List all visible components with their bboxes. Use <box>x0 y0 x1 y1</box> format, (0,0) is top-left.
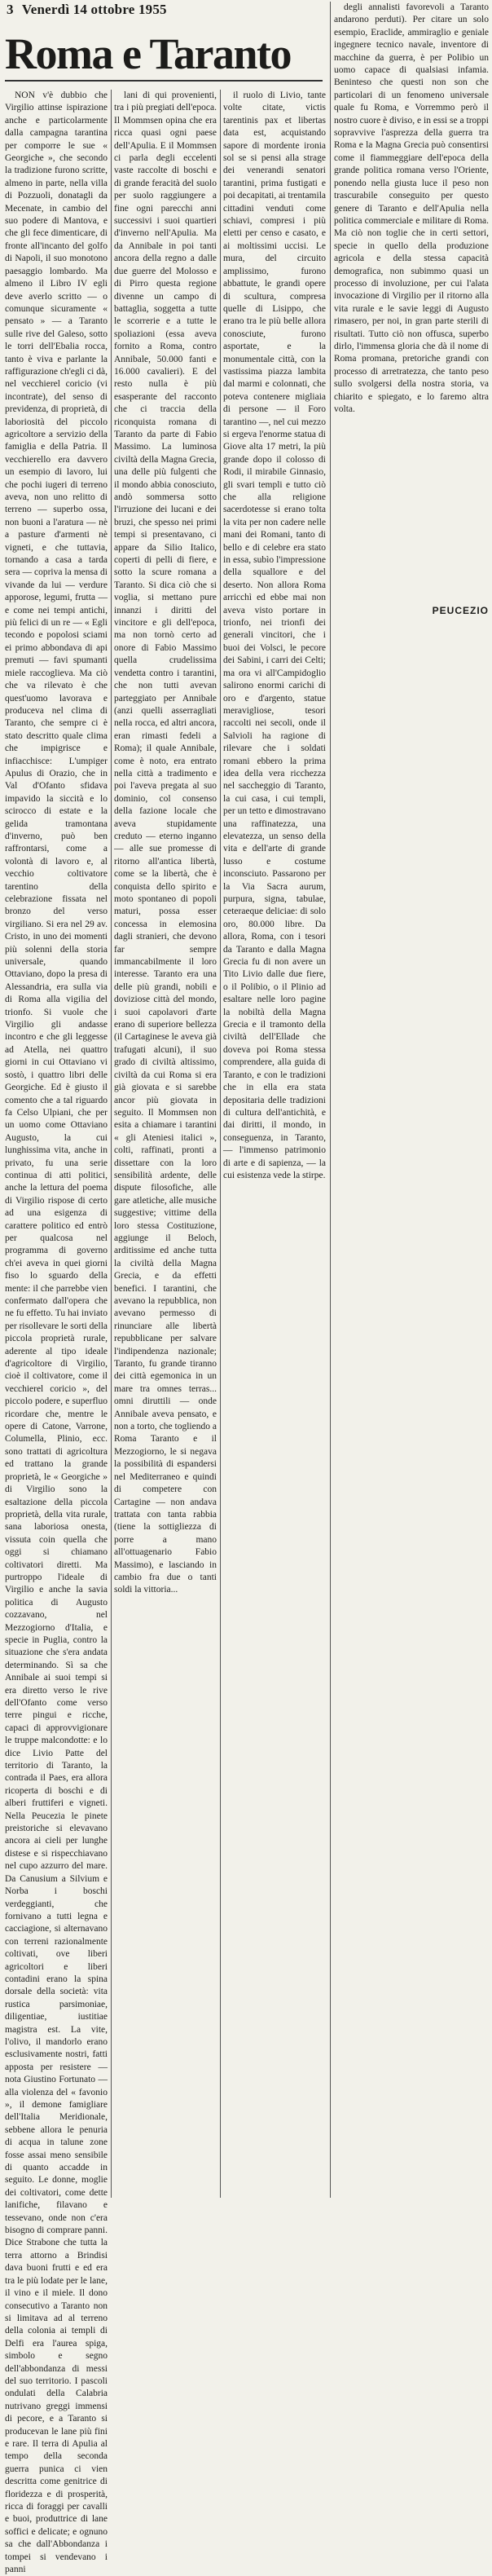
author-signature: PEUCEZIO <box>432 605 489 616</box>
page-number: 3 <box>7 2 14 17</box>
date-text: Venerdì 14 ottobre 1955 <box>21 2 167 17</box>
article-column-1 <box>5 90 108 2575</box>
column-divider <box>111 90 112 2198</box>
column-divider <box>220 90 221 2198</box>
column-divider <box>330 2 331 2198</box>
column-3-text: il ruolo di Livio, tante volte citate, victis tarentinis pax et libertas data est, acquistando sapore di mordente ironia sol se si pensi alla strage dei venerandi senatori tarantini, prima fustigati e poi decapitati, ai trentamila cittadini venduti come schiavi, compresi i più eletti per censo e casato, e ai moltissimi uccisi. Le mura, del circuito amplissimo, furono abbattute, le grandi opere di scultura, compresa quelle di Lisippo, che erano tra le più belle allora conosciute, furono asportate, e la monumentale città, con la vastissima piazza lambita dal marmi e colonnati, che poteva contenere migliaia di persone — il Foro tarantino —, nel cui mezzo si ergeva l'enorme statua di Giove alta 17 metri, la più grande dopo il colosso di Rodi, il mirabile Ginnasio, gli svari templi e tutto ciò che alla religione sacerdotesse si erano tolta la vita per non cadere nelle mani dei Romani, tanto di bello e di celebre era stato in essa, subìo l'impressione della squallore e del deserto. Non allora Roma arricchì ed ebbe mai non aveva visto portare in trionfo, nei trionfi dei generali vincitori, che i buoi dei Volsci, le pecore dei Sabini, i carri dei Celti; ma ora vi all'Campidoglio salirono enormi carichi di oro e d'argento, statue meravigliose, tesori raccolti nei secoli, onde il Salvioli ha ragione di rilevare che i soldati romani ebbero la prima idea della vera ricchezza nel saccheggio di Taranto, la cui casa, i cui templi, per un tetto e dimostravano una raffinatezza, una elevatezza, un senso della vita e dell'arte di grande lusso e costume inconsciuto. Passarono per la Via Sacra aurum, purpura, signa, tabulae, ceteraeque deliciae: di solo oro, 80.000 libre. Da allora, Roma, con i tesori da Taranto e dalla Magna Grecia fu di non avere un Tito Livio dalle due fiere, o il Polibio, o il Plinio ad esaltare nelle loro pagine la nobiltà della Magna Grecia e il tramonto della civiltà dell'Ellade che doveva poi Roma stessa comprendere, alla guida di Taranto, e con le tradizioni che in ella era stata depositaria delle tradizioni di cultura dell'antichità, e dai diritti, il mondo, in conseguenza, in Taranto, — l'immenso patrimonio di arte e di sapienza, — la cui esistenza vede la stirpe. <box>223 90 326 1180</box>
article-column-3 <box>223 90 326 2198</box>
article-column-2 <box>114 90 217 2198</box>
article-column-4 <box>334 2 489 602</box>
column-2-text: lani di qui provenienti, tra i più pregiati dell'epoca. Il Mommsen opina che era ricca quasi ogni paese dell'Apulia. E il Mommsen ci parla degli eccelenti vaste raccolte di boschi e di grande feracità del suolo per suolo raggiungere a fine ogni parecchi anni successivi i suoi quartieri d'inverno nell'Apulia. Ma da Annibale in poi tanti ancora della regno a dalle due guerre del Molosso e di Pirro questa regione divenne un campo di battaglia, soggetta a tutte le scorrerie e a tutte le spoliazioni (essa aveva fornito a Roma, contro Annibale, 50.000 fanti e 16.000 cavalieri). E del resto nulla è più esasperante del racconto che ci traccia della riconquista romana di Taranto da parte di Fabio Massimo. La luminosa civiltà della Magna Grecia, una delle più fulgenti che il mondo abbia conosciuto, andò sommersa sotto l'irruzione dei lucani e dei bruzi, che spesso nei primi tempi si presentavano, ci appare da Silio Italico, coperti di pelli di fiere, e sotto la scure romana a Taranto. Si dica ciò che si voglia, si mettano pure innanzi i diritti del vincitore e gli dell'epoca, ma non tornò certo ad onore di Fabio Massimo quella crudelissima vendetta contro i tarantini, che non tutti avevan parteggiato per Annibale (anzi quelli asserragliati nella rocca, ed altri ancora, eran rimasti fedeli a Roma); il quale Annibale, come è noto, era entrato nella città a tradimento e poi l'aveva pregata al suo dominio, col consenso della fazione locale che aveva stupidamente creduto — eterno inganno — alle sue promesse di ritorno all'antica libertà, come se la libertà, che è conquista dello spirito e moto spontaneo di popoli maturi, possa esser concessa in elemosina dagli stranieri, che devono far sempre immancabilmente il loro interesse. Taranto era una delle più grandi, nobili e doviziose città del mondo, i suoi capolavori d'arte erano di superiore bellezza (il Cartaginese le aveva già trafugati alcuni), il suo grado di civiltà altissimo, civiltà da cui Roma si era già giovata e si sarebbe ancor più giovata in seguito. Il Mommsen non esita a chiamare i tarantini « gli Ateniesi italici », colti, raffinati, pronti a dissettare con la loro sensibilità ardente, delle dispute filosofiche, alle gare atletiche, alle musiche suggestive; vittime della loro stessa Costituzione, aggiunge il Beloch, arditissime ed anche tutta la civiltà della Magna Grecia, e da effetti benefici. I tarantini, che avevano la repubblica, non avevano permesso di rinunciare alle libertà repubblicane per salvare l'indipendenza nazionale; Taranto, fu grande tiranno dei città egemonica in un mare tra omnes terras... omni diruttili — onde Annibale aveva pensato, e non a torto, che togliendo a Roma Taranto e il Mezzogiorno, le si negava la possibilità di espandersi nel Mediterraneo e quindi di competere con Cartagine — non andava trattata con tanta rabbia (tiene la sottigliezza di porre a mano all'ottuagenario Fabio Massimo), e lasciando in cambio fra due o tanti soldi la vittoria... <box>114 90 217 1595</box>
dateline <box>7 2 316 23</box>
column-4-text: degli annalisti favorevoli a Taranto andarono perduti). Per citare un solo esempio, Eraclide, ammiraglio e geniale ingegnere tecnico navale, inventore di macchine da guerra, è per Polibio un uomo capace di qualsiasi infamia. Beninteso che questi non son che particolari di un fenomeno universale quale fu Roma, e Vorremmo però il nostro cuore è diviso, e in essi se a troppi sopravvive l'asprezza della guerra tra Roma e la Magna Grecia può consentirsi come il fiammeggiare dell'epoca della grande politica romana verso l'Oriente, ponendo nella giusta luce il peso non trascurabile conseguito per questo genere di Taranto e dell'Apulia nella politica commerciale e militare di Roma. Ma ciò non toglie che in certi settori, specie in quello della produzione agricola e della stessa capacità demografica, non subimmo quasi un processo di involuzione, per cui l'alata invocazione di Virgilio per il ritorno alla vita rurale e le savie leggi di Augusto rimasero, per noi, in gran parte sterili di risultati. Tutto ciò non offusca, superbo dirlo, l'immensa gloria che dà il nome di Roma promana, pretoriche grandi con processo di arretratezza, che tanto peso sullo svolgersi della nostra storia, va chiarito e spiegato, e lo faremo altra volta. <box>334 2 489 414</box>
column-1-text: NON v'è dubbio che Virgilio attinse ispirazione anche e particolarmente dalla campagna tarantina per comporre le sue « Georgiche », che secondo la tradizione furono scritte, almeno in parte, nella villa di Pozzuoli, donatagli da Mecenate, in cambio del suo podere di Mantova, e che gli fece dimenticare, di fronte all'incanto del golfo di Napoli, il suo monotono paesaggio lombardo. Ma almeno il Libro IV egli deve averlo scritto — o comunque sicuramente « pensato » — a Taranto sulle rive del Galeso, sotto le torri dell'Ebalia rocca, tanto è viva e parlante la raffigurazione ch'egli ci dà, nel vecchierel coricio (vi incontrate), del senso di previdenza, di proprietà, di laboriosità del piccolo agricoltore a servizio della famiglia e della Patria. Il vecchierello era davvero un esempio di lavoro, lui che pochi iugeri di terreno aveva, non uno relitto di terreno — superbo ossa, non buoni a l'aratura — nè a pasture d'armenti nè vigneti, e che tuttavia, tornando a casa a tarda sera — copriva la mensa di vivande da lui — verdure apporose, legumi, frutta — e come nei tempi antichi, più felici di un re — « Egli tecondo e popolosi sciami ei primo abbondava di api premuti — favi spumanti miele raccoglieva. Ma ciò che va rilevato è che quest'uomo lavorava e produceva nel clima di Taranto, che sempre ci è stato descritto quale clima che impigrisce e infiacchisce: L'umpiger Apulus di Orazio, che in Val d'Ofanto sfidava impavido la siccità e lo scirocco di estate e la gelida tramontana d'inverno, può ben raffrontarsi, come a volontà di lavoro e, al vecchio coltivatore tarentino della celebrazione fissata nel bronzo del verso virgiliano. Si era nel 29 av. Cristo, in uno dei momenti più solenni della storia universale, quando Ottaviano, dopo la presa di Alessandria, era sulla via di Roma alla vigilia del trionfo. Si vuole che Virgilio gli andasse incontro e che gli leggesse ad Atella, nei quattro giorni in cui Ottaviano vi sostò, i quattro libri delle Georgiche. Ed è giusto il comento che a tal riguardo fa Celso Ulpiani, che per un uomo come Ottaviano Augusto, la cui lunghissima vita, anche in privato, fu una serie continua di atti politici, anche la lettura del poema di Virgilio rispose di certo ad una esigenza di carattere politico ed entrò per qualcosa nel programma di governo ch'ei aveva in quei giorni fiso lo sguardo della mente: il che parrebbe vien confermato dall'opera che ne fu effetto. Tu hai inviato per risollevare le sorti della piccola proprietà rurale, aderente al tipo ideale d'agricoltore di Virgilio, cioè il coltivatore, come il vecchierel coricio », del piccolo podere, e superfluo ricordare che, mentre le opere di Catone, Varrone, Columella, Plinio, ecc. sono trattati di agricoltura ed trattano la grande proprietà, le « Georgiche » di Virgilio sono la esaltazione della piccola proprietà, della vita rurale, sana laboriosa onesta, vissuta coin quella che oggi si chiamano coltivatori diretti. Ma purtroppo l'ideale di Virgilio e anche la savia politica di Augusto cozzavano, nel Mezzogiorno d'Italia, e specie in Puglia, contro la situazione che s'era andata determinando. Sì sa che Annibale ai suoi tempi si era diretto verso le rive dell'Ofanto come verso terre pingui e ricche, capaci di approvvigionare le truppe malcondotte: e lo dice Livio Patte del territorio di Taranto, la contrada il Paes, era allora ricoperta di boschi e di alberi fruttiferi e vigneti. Nella Peucezia le pinete preistoriche si elevavano ancora ai cieli per lunghe distese e si rispecchiavano nel cupo azzurro del mare. Da Canusium a Silvium e Norba i boschi verdeggianti, che fornivano a tutti legna e cacciagione, si alternavano con terreni razionalmente coltivati, ove liberi agricoltori e liberi contadini erano la spina dorsale della società: vita rustica parsimoniae, diligentiae, iustitiae magistra est. La vite, l'olivo, il mandorlo erano esclusivamente nostri, fatti apposta per resistere — nota Giustino Fortunato — alla violenza del « favonio », il demone famigliare dell'Italia Meridionale, sebbene allora le penuria di acqua in talune zone fosse assai meno sensibile di quanto accadde in seguito. Le donne, moglie dei coltivatori, come dette lanifiche, filavano e tessevano, onde non c'era bisogno di comprare panni. Dice Strabone che tutta la terra attorno a Brindisi dava buoni frutti e ed era tra le più lodate per le lane, il vino e il miele. Il dono consecutivo a Taranto non si limitava ad al terreno della colonia ai templi di Delfi era l'aurea spiga, simbolo e segno dell'abbondanza di messi del suo territorio. I pascoli ondulati della Calabria nutrivano greggi immensi di pecore, e a Taranto si producevan le lane più fini e rare. Il terra di Apulia al tempo della seconda guerra punica ci vien descritta come genitrice di floridezza e di prosperità, ricca di foraggi per cavalli e buoi, produttrice di lane soffici e delicate; e ognuno sa che dall'Abbondanza i tompei si vendevano i panni <box>5 90 108 2575</box>
article-headline: Roma e Taranto <box>5 28 323 82</box>
